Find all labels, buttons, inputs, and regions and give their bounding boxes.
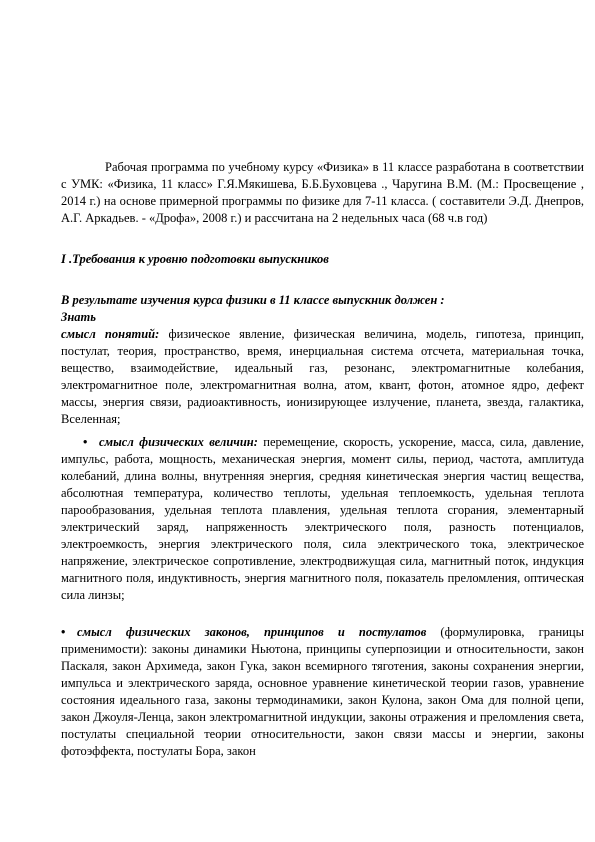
paragraph-laws: [61, 624, 584, 760]
concepts-text: физическое явление, физическая величина, модель, гипотеза, принцип, постулат, теория, пространство, время, инерциальная система отсчета, материальная точка, вещество, взаимодействие, идеальный газ, резонанс, электромагнитные колебания, электромагнитное поле, электромагнитная волна, атом, квант, фотон, атомное ядро, дефект массы, энергия связи, радиоактивность, ионизирующее излучение, планета, звезда, галактика, Вселенная;: [61, 327, 584, 426]
lead-sentence: В результате изучения курса физики в 11 классе выпускник должен :: [61, 293, 445, 307]
quantities-label: смысл физических величин:: [99, 435, 258, 449]
laws-text: (формулировка, границы применимости): законы динамики Ньютона, принципы суперпозиции и относительности, закон Паскаля, закон Архимеда, закон Гука, закон всемирного тяготения, законы сохранения энергии, импульса и электрического заряда, основное уравнение кинетической теории газов, уравнение состояния идеального газа, законы термодинамики, закон Кулона, закон Ома для полной цепи, закон Джоуля-Ленца, закон электромагнитной индукции, законы отражения и преломления света, постулаты специальной теории относительности, закон связи массы и энергии, законы фотоэффекта, постулаты Бора, закон: [61, 625, 584, 758]
bullet-icon: •: [83, 435, 88, 449]
know-heading: Знать: [61, 310, 96, 324]
concepts-label: смысл понятий:: [61, 327, 160, 341]
bullet-icon: •: [61, 625, 66, 639]
section-title: I .Требования к уровню подготовки выпускников: [61, 252, 329, 266]
laws-label: смысл физических законов, принципов и постулатов: [77, 625, 427, 639]
quantities-text: перемещение, скорость, ускорение, масса, сила, давление, импульс, работа, мощность, механическая энергия, момент силы, период, частота, амплитуда колебаний, длина волны, внутренняя энергия, средняя кинетическая энергия частиц вещества, абсолютная температура, количество теплоты, удельная теплоемкость, удельная теплота парообразования, удельная теплота плавления, удельная теплота сгорания, элементарный электрический заряд, напряженность электрического поля, разность потенциалов, электроемкость, энергия электрического поля, сила электрического тока, электрическое напряжение, электрическое сопротивление, электродвижущая сила, магнитный поток, индукция магнитного поля, индуктивность, энергия магнитного поля, показатель преломления, оптическая сила линзы;: [61, 435, 584, 602]
intro-paragraph: Рабочая программа по учебному курсу «Физика» в 11 классе разработана в соответствии с УМК: «Физика, 11 класс» Г.Я.Мякишева, Б.Б.Буховцева ., Чаругина В.М. (М.: Просвещение , 2014 г.) на основе примерной программы по физике для 7-11 класса. ( составители Э.Д. Днепров, А.Г. Аркадьев. - «Дрофа», 2008 г.) и рассчитана на 2 недельных часа (68 ч.в год): [61, 160, 584, 225]
paragraph-concepts: [61, 326, 584, 428]
paragraph-quantities: [61, 434, 584, 604]
